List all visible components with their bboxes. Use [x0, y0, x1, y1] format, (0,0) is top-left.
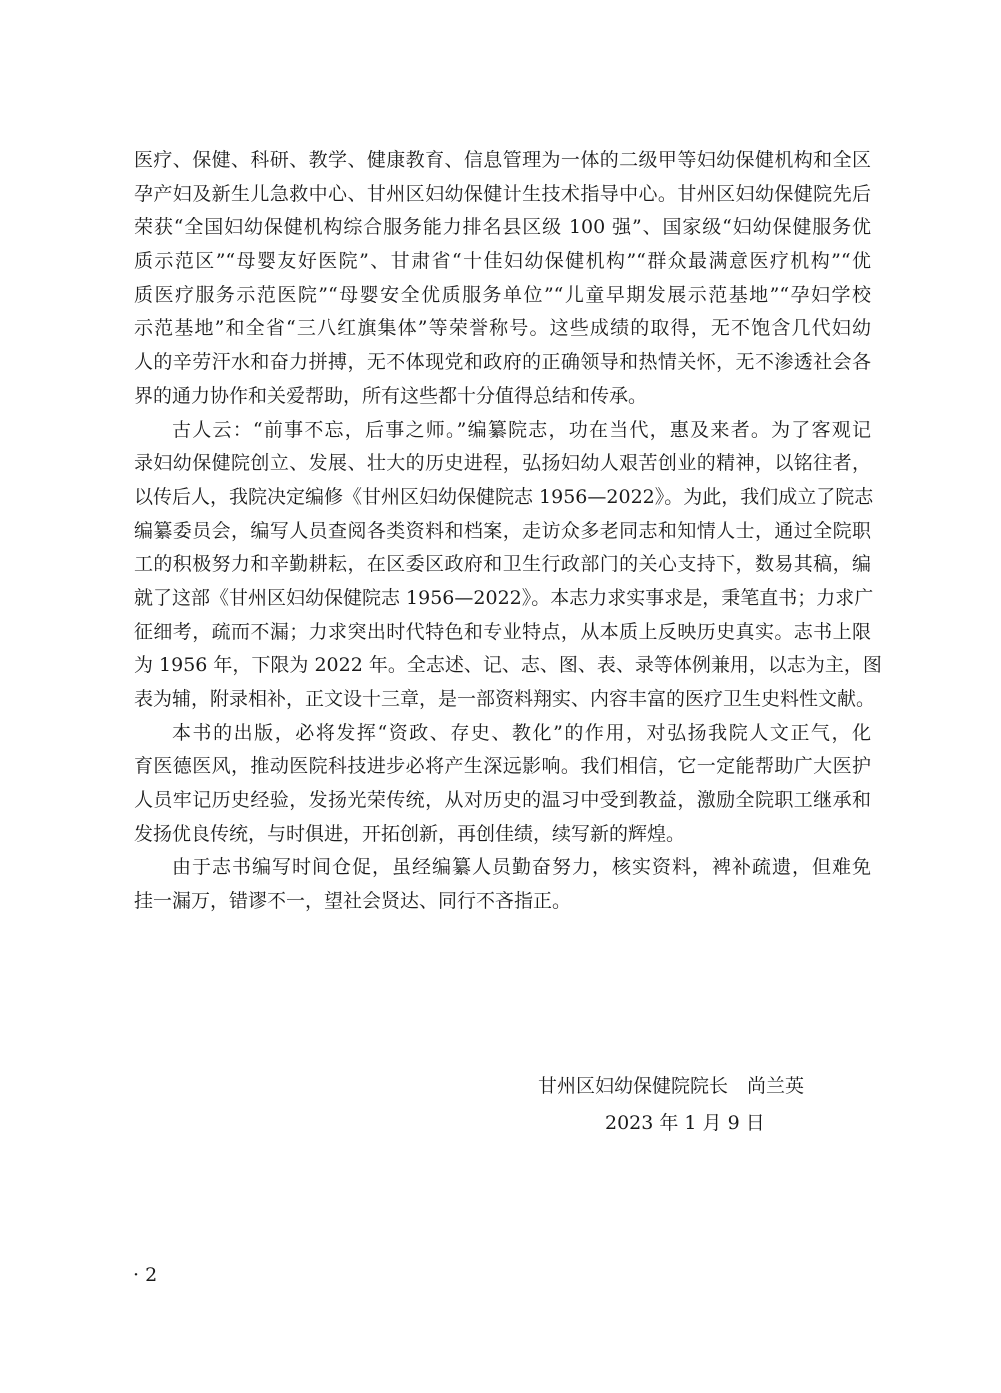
text-line: 编纂委员会，编写人员查阅各类资料和档案，走访众多老同志和知情人士，通过全院职: [134, 519, 871, 542]
text-line: 人的辛劳汗水和奋力拼搏，无不体现党和政府的正确领导和热情关怀，无不渗透社会各: [134, 351, 871, 374]
text-line: 为 1956 年，下限为 2022 年。全志述、记、志、图、表、录等体例兼用，以志为主，图: [134, 654, 882, 677]
text-line: 本书的出版，必将发挥“资政、存史、教化”的作用，对弘扬我院人文正气，化: [172, 721, 871, 744]
text-line: 发扬优良传统，与时俱进，开拓创新，再创佳绩，续写新的辉煌。: [134, 822, 686, 845]
text-line: 孕产妇及新生儿急救中心、甘州区妇幼保健计生技术指导中心。甘州区妇幼保健院先后: [134, 182, 871, 205]
text-line: 人员牢记历史经验，发扬光荣传统，从对历史的温习中受到教益，激励全院职工继承和: [134, 789, 871, 812]
text-line: 界的通力协作和关爱帮助，所有这些都十分值得总结和传承。: [134, 384, 648, 407]
text-line: 质医疗服务示范医院”“母婴安全优质服务单位”“儿童早期发展示范基地”“孕妇学校: [134, 283, 871, 306]
text-line: 以传后人，我院决定编修《甘州区妇幼保健院志 1956—2022》。为此，我们成立了院志: [134, 485, 874, 508]
body-text: [134, 144, 882, 919]
text-line: 示范基地”和全省“三八红旗集体”等荣誉称号。这些成绩的取得，无不饱含几代妇幼: [134, 317, 871, 340]
text-line: 录妇幼保健院创立、发展、壮大的历史进程，弘扬妇幼人艰苦创业的精神，以铭往者，: [134, 452, 871, 475]
text-line: 就了这部《甘州区妇幼保健院志 1956—2022》。本志力求实事求是，秉笔直书；力求广: [134, 586, 874, 609]
page-number: · 2: [133, 1264, 158, 1286]
text-line: 挂一漏万，错谬不一，望社会贤达、同行不吝指正。: [134, 890, 572, 913]
text-line: 古人云：“前事不忘，后事之师。”编纂院志，功在当代，惠及来者。为了客观记: [172, 418, 871, 441]
text-line: 征细考，疏而不漏；力求突出时代特色和专业特点，从本质上反映历史真实。志书上限: [134, 620, 871, 643]
text-line: 表为辅，附录相补，正文设十三章，是一部资料翔实、内容丰富的医疗卫生史料性文献。: [134, 688, 876, 710]
signature-date: 2023 年 1 月 9 日: [605, 1112, 765, 1134]
signature-author: 甘州区妇幼保健院院长 尚兰英: [538, 1075, 805, 1097]
text-line: 育医德医风，推动医院科技进步必将产生深远影响。我们相信，它一定能帮助广大医护: [134, 755, 871, 778]
text-line: 医疗、保健、科研、教学、健康教育、信息管理为一体的二级甲等妇幼保健机构和全区: [134, 149, 871, 171]
text-line: 工的积极努力和辛勤耕耘，在区委区政府和卫生行政部门的关心支持下，数易其稿，编: [134, 553, 871, 576]
text-line: 质示范区”“母婴友好医院”、甘肃省“十佳妇幼保健机构”“群众最满意医疗机构”“优: [134, 250, 871, 273]
text-line: 荣获“全国妇幼保健机构综合服务能力排名县区级 100 强”、国家级“妇幼保健服务优: [134, 216, 871, 239]
text-line: 由于志书编写时间仓促，虽经编纂人员勤奋努力，核实资料，裨补疏遗，但难免: [172, 856, 871, 879]
